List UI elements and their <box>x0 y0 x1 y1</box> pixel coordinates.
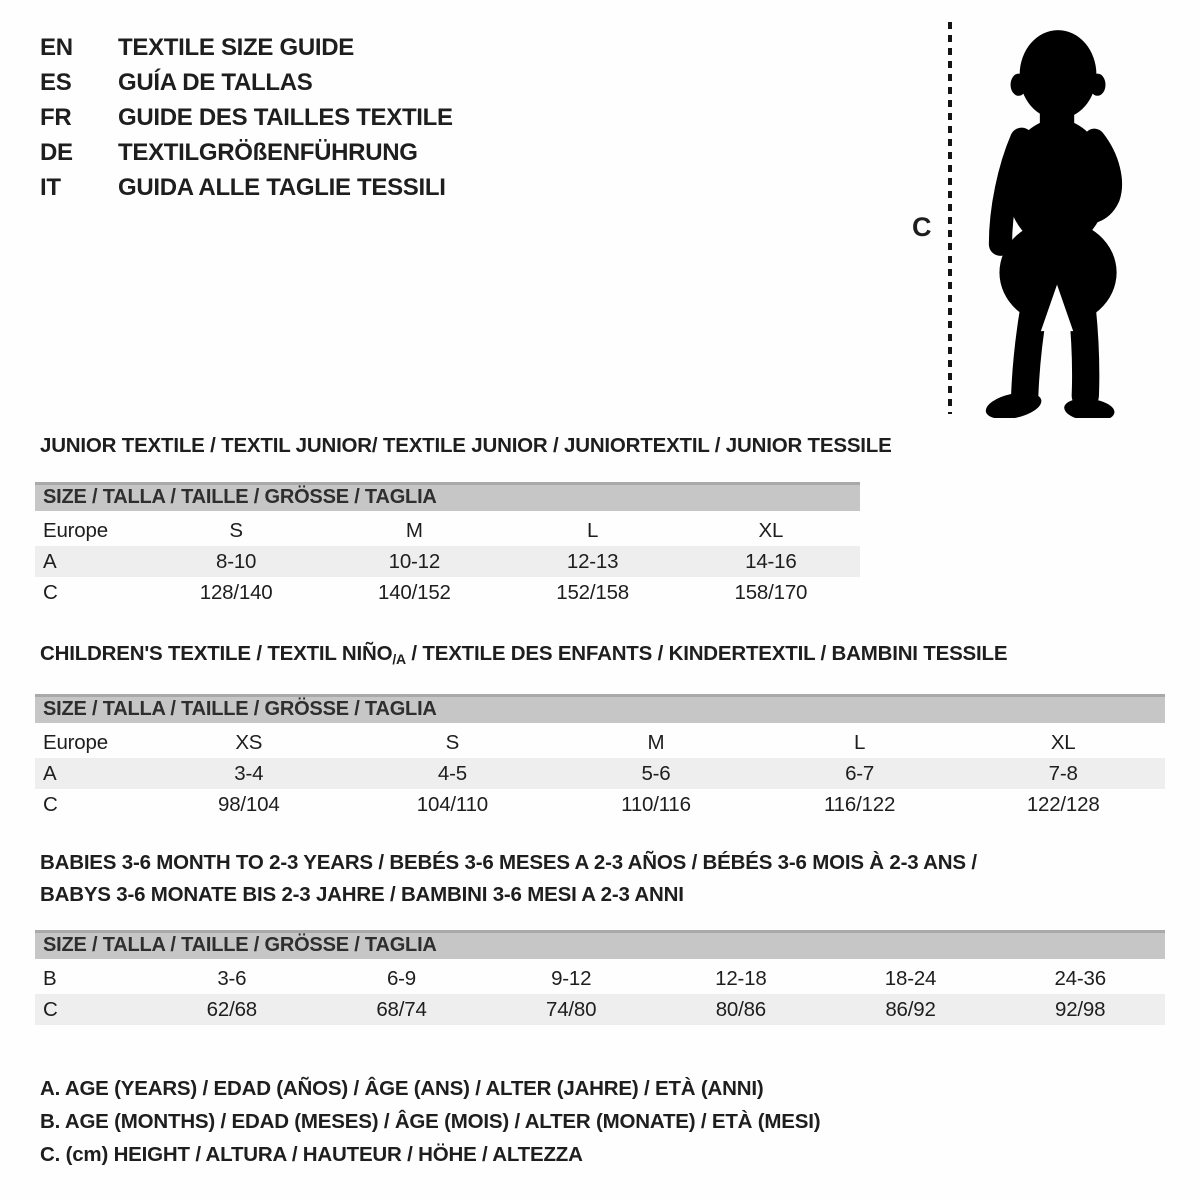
children-table <box>35 694 1165 820</box>
table-cell: 140/152 <box>378 580 451 604</box>
table-cell: 10-12 <box>388 549 441 573</box>
table-row <box>35 515 860 546</box>
footnote-b: B. AGE (MONTHS) / EDAD (MESES) / ÂGE (MOIS) / ALTER (MONATE) / ETÀ (MESI) <box>40 1110 821 1133</box>
language-label: TEXTILE SIZE GUIDE <box>118 34 354 61</box>
table-cell: 3-4 <box>234 761 264 785</box>
column-header: Europe <box>43 730 108 754</box>
footnotes <box>40 1072 820 1171</box>
table-cell: 4-5 <box>437 761 467 785</box>
table-cell: 152/158 <box>556 580 629 604</box>
table-cell: L <box>853 730 866 754</box>
height-figure <box>890 0 1190 430</box>
table-cell: 62/68 <box>206 997 257 1021</box>
children-title-text: / TEXTILE DES ENFANTS / KINDERTEXTIL / BAMBINI TESSILE <box>405 642 1008 665</box>
language-label: TEXTILGRÖßENFÜHRUNG <box>118 139 418 166</box>
column-header: Europe <box>43 518 108 542</box>
table-cell: 12-13 <box>566 549 619 573</box>
table-row <box>35 963 1165 994</box>
children-size-header-bar: SIZE / TALLA / TAILLE / GRÖSSE / TAGLIA <box>35 694 1165 723</box>
table-cell: 158/170 <box>734 580 808 604</box>
language-code: DE <box>40 139 73 166</box>
table-cell: 5-6 <box>641 761 671 785</box>
row-label: C <box>43 792 58 816</box>
table-cell: 74/80 <box>546 997 597 1021</box>
children-title-sub: /A <box>392 651 406 667</box>
table-row <box>35 577 860 608</box>
junior-section <box>35 434 892 608</box>
language-label: GUIDE DES TAILLES TEXTILE <box>118 104 453 131</box>
language-label: GUIDA ALLE TAGLIE TESSILI <box>118 174 446 201</box>
table-cell: 92/98 <box>1055 997 1106 1021</box>
table-cell: 6-9 <box>386 966 417 990</box>
table-cell: 7-8 <box>1048 761 1078 785</box>
table-row <box>35 994 1165 1025</box>
row-label: A <box>43 761 57 785</box>
table-cell: M <box>647 730 665 754</box>
language-header <box>40 30 453 205</box>
table-cell: 116/122 <box>823 792 896 816</box>
junior-section-title: JUNIOR TEXTILE / TEXTIL JUNIOR/ TEXTILE JUNIOR / JUNIORTEXTIL / JUNIOR TESSILE <box>40 434 892 457</box>
table-row <box>35 789 1165 820</box>
table-cell: 98/104 <box>218 792 280 816</box>
children-section-title <box>35 642 1165 667</box>
footnote-a: A. AGE (YEARS) / EDAD (AÑOS) / ÂGE (ANS) / ALTER (JAHRE) / ETÀ (ANNI) <box>40 1077 764 1100</box>
children-section <box>35 642 1165 820</box>
babies-section <box>35 847 1165 1025</box>
table-cell: 104/110 <box>416 792 488 816</box>
table-cell: 14-16 <box>745 549 797 573</box>
table-cell: 18-24 <box>884 966 937 990</box>
children-title-text: CHILDREN'S TEXTILE / TEXTIL NIÑO <box>40 642 393 665</box>
language-row-en <box>40 30 453 65</box>
height-dashed-line <box>948 22 952 414</box>
language-label: GUÍA DE TALLAS <box>118 69 313 96</box>
language-code: IT <box>40 174 61 201</box>
row-label: C <box>43 997 58 1021</box>
row-label: B <box>43 966 57 990</box>
babies-title-line2: BABYS 3-6 MONATE BIS 2-3 JAHRE / BAMBINI 3-6 MESI A 2-3 ANNI <box>40 883 684 906</box>
babies-table <box>35 930 1165 1025</box>
table-cell: 6-7 <box>845 761 875 785</box>
table-cell: L <box>587 518 599 542</box>
table-cell: 8-10 <box>216 549 257 573</box>
language-row-fr <box>40 100 453 135</box>
junior-table <box>35 482 860 608</box>
table-cell: 86/92 <box>885 997 936 1021</box>
table-cell: 3-6 <box>217 966 247 990</box>
table-cell: 68/74 <box>376 997 427 1021</box>
language-code: FR <box>40 104 72 131</box>
junior-size-header-bar: SIZE / TALLA / TAILLE / GRÖSSE / TAGLIA <box>35 482 860 511</box>
table-cell: 110/116 <box>621 792 691 816</box>
babies-size-header-bar: SIZE / TALLA / TAILLE / GRÖSSE / TAGLIA <box>35 930 1165 959</box>
table-cell: S <box>445 730 460 754</box>
table-cell: 128/140 <box>199 580 273 604</box>
table-cell: 12-18 <box>715 966 767 990</box>
table-cell: 80/86 <box>715 997 766 1021</box>
row-label: C <box>43 580 58 604</box>
language-row-de <box>40 135 453 170</box>
height-measure-label: C <box>912 212 932 242</box>
table-cell: S <box>229 518 243 542</box>
language-code: EN <box>40 34 73 61</box>
table-cell: 122/128 <box>1026 792 1100 816</box>
toddler-silhouette-icon <box>965 14 1145 418</box>
row-label: A <box>43 549 57 573</box>
footnote-c: C. (cm) HEIGHT / ALTURA / HAUTEUR / HÖHE / ALTEZZA <box>40 1143 583 1166</box>
table-row <box>35 758 1165 789</box>
language-row-it <box>40 170 453 205</box>
babies-title-line1: BABIES 3-6 MONTH TO 2-3 YEARS / BEBÉS 3-6 MESES A 2-3 AÑOS / BÉBÉS 3-6 MOIS À 2-3 ANS / <box>40 851 977 874</box>
language-row-es <box>40 65 453 100</box>
language-code: ES <box>40 69 72 96</box>
table-row <box>35 727 1165 758</box>
babies-section-title <box>35 847 1165 911</box>
table-cell: 9-12 <box>551 966 592 990</box>
table-cell: XS <box>235 730 263 754</box>
table-cell: XL <box>758 518 784 542</box>
table-cell: 24-36 <box>1054 966 1106 990</box>
table-cell: M <box>405 518 423 542</box>
table-row <box>35 546 860 577</box>
table-cell: XL <box>1050 730 1076 754</box>
